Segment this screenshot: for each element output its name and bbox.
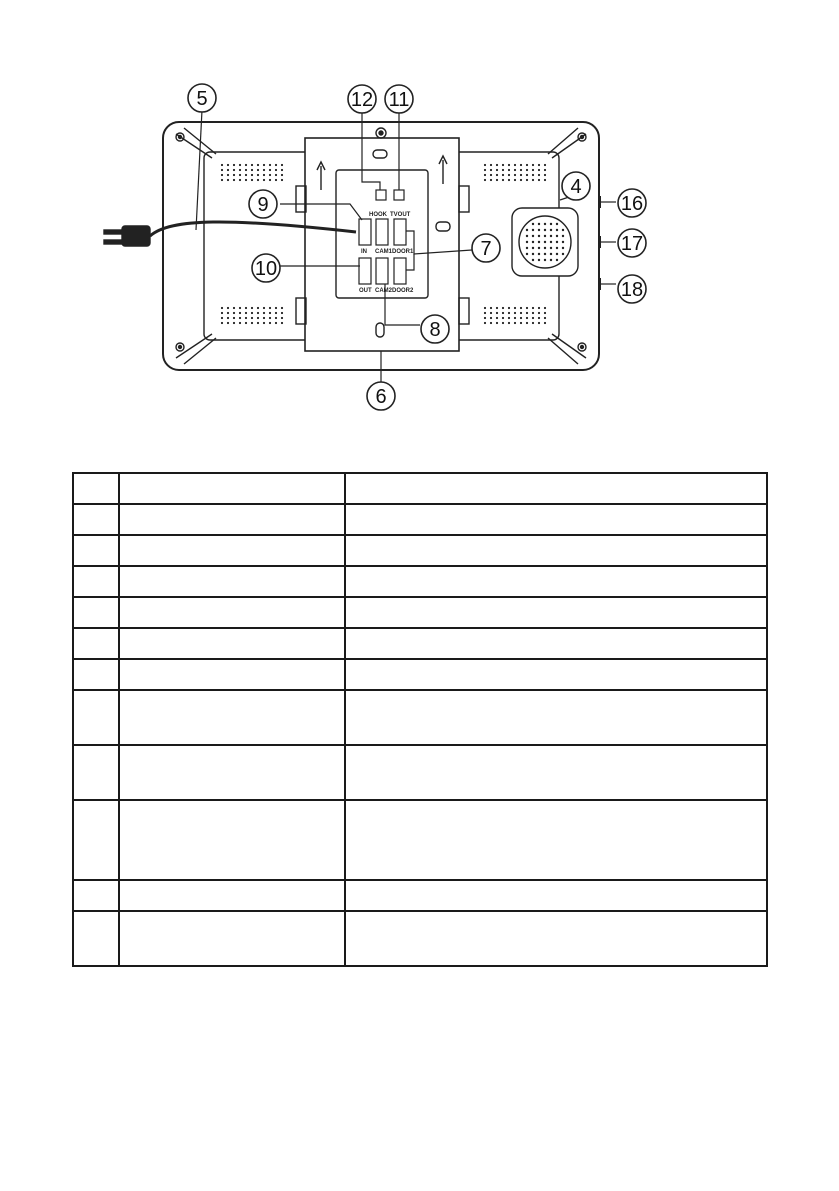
callout-label: 9: [257, 194, 269, 216]
callout-label: 5: [196, 88, 208, 110]
port-label-tvout: TVOUT: [390, 212, 411, 218]
table-row: [73, 745, 767, 800]
cell-name: [119, 745, 345, 800]
port-label-hook: HOOK: [369, 212, 387, 218]
cell-name: [119, 659, 345, 690]
cell-description: [345, 690, 767, 745]
callout-17: [618, 229, 646, 257]
cell-name: [119, 473, 345, 504]
callout-label: 6: [375, 386, 387, 408]
table-row: [73, 628, 767, 659]
cell-number: [73, 473, 119, 504]
cell-description: [345, 566, 767, 597]
cell-name: [119, 566, 345, 597]
port-label-in: IN: [361, 249, 367, 255]
callout-label: 7: [480, 238, 492, 260]
callout-6: [367, 382, 395, 410]
table-row: [73, 597, 767, 628]
table-row: [73, 473, 767, 504]
callout-9: [249, 190, 277, 218]
cell-number: [73, 659, 119, 690]
cell-description: [345, 473, 767, 504]
cell-number: [73, 504, 119, 535]
cell-number: [73, 800, 119, 880]
cell-description: [345, 597, 767, 628]
parts-table: [72, 472, 768, 967]
speaker: [512, 208, 578, 276]
callout-8: [421, 315, 449, 343]
port-label-door2: DOOR2: [392, 288, 414, 294]
callout-label: 11: [388, 89, 410, 111]
cell-description: [345, 745, 767, 800]
cell-number: [73, 535, 119, 566]
table-row: [73, 911, 767, 966]
port-label-door1: DOOR1: [392, 249, 414, 255]
callout-10: [252, 254, 280, 282]
callout-7: [472, 234, 500, 262]
port-label-cam2: CAM2: [375, 288, 393, 294]
callout-label: 12: [350, 89, 374, 111]
callout-18: [618, 275, 646, 303]
table-row: [73, 659, 767, 690]
callout-label: 17: [620, 233, 644, 255]
callout-12: [348, 85, 376, 113]
cell-number: [73, 911, 119, 966]
callout-label: 4: [570, 176, 582, 198]
callout-label: 10: [254, 258, 278, 280]
cell-name: [119, 628, 345, 659]
table-row: [73, 535, 767, 566]
cell-name: [119, 690, 345, 745]
cell-number: [73, 745, 119, 800]
table-row: [73, 690, 767, 745]
callout-5: [188, 84, 216, 112]
cell-description: [345, 911, 767, 966]
callout-11: [385, 85, 413, 113]
callout-16: [618, 189, 646, 217]
cell-number: [73, 597, 119, 628]
callout-label: 18: [620, 279, 644, 301]
table-row: [73, 504, 767, 535]
table-row: [73, 566, 767, 597]
cell-name: [119, 800, 345, 880]
cell-description: [345, 800, 767, 880]
port-label-out: OUT: [359, 288, 372, 294]
cell-description: [345, 504, 767, 535]
table-row: [73, 880, 767, 911]
cell-number: [73, 628, 119, 659]
port-label-cam1: CAM1: [375, 249, 393, 255]
callout-label: 16: [620, 193, 644, 215]
cell-name: [119, 504, 345, 535]
cell-number: [73, 566, 119, 597]
cell-description: [345, 535, 767, 566]
cell-name: [119, 535, 345, 566]
cell-description: [345, 659, 767, 690]
cell-name: [119, 597, 345, 628]
table-row: [73, 800, 767, 880]
cell-description: [345, 880, 767, 911]
cell-description: [345, 628, 767, 659]
callout-label: 8: [429, 319, 441, 341]
device-rear-diagram: [0, 0, 839, 440]
cell-number: [73, 690, 119, 745]
cell-name: [119, 911, 345, 966]
cell-number: [73, 880, 119, 911]
cell-name: [119, 880, 345, 911]
callout-4: [562, 172, 590, 200]
